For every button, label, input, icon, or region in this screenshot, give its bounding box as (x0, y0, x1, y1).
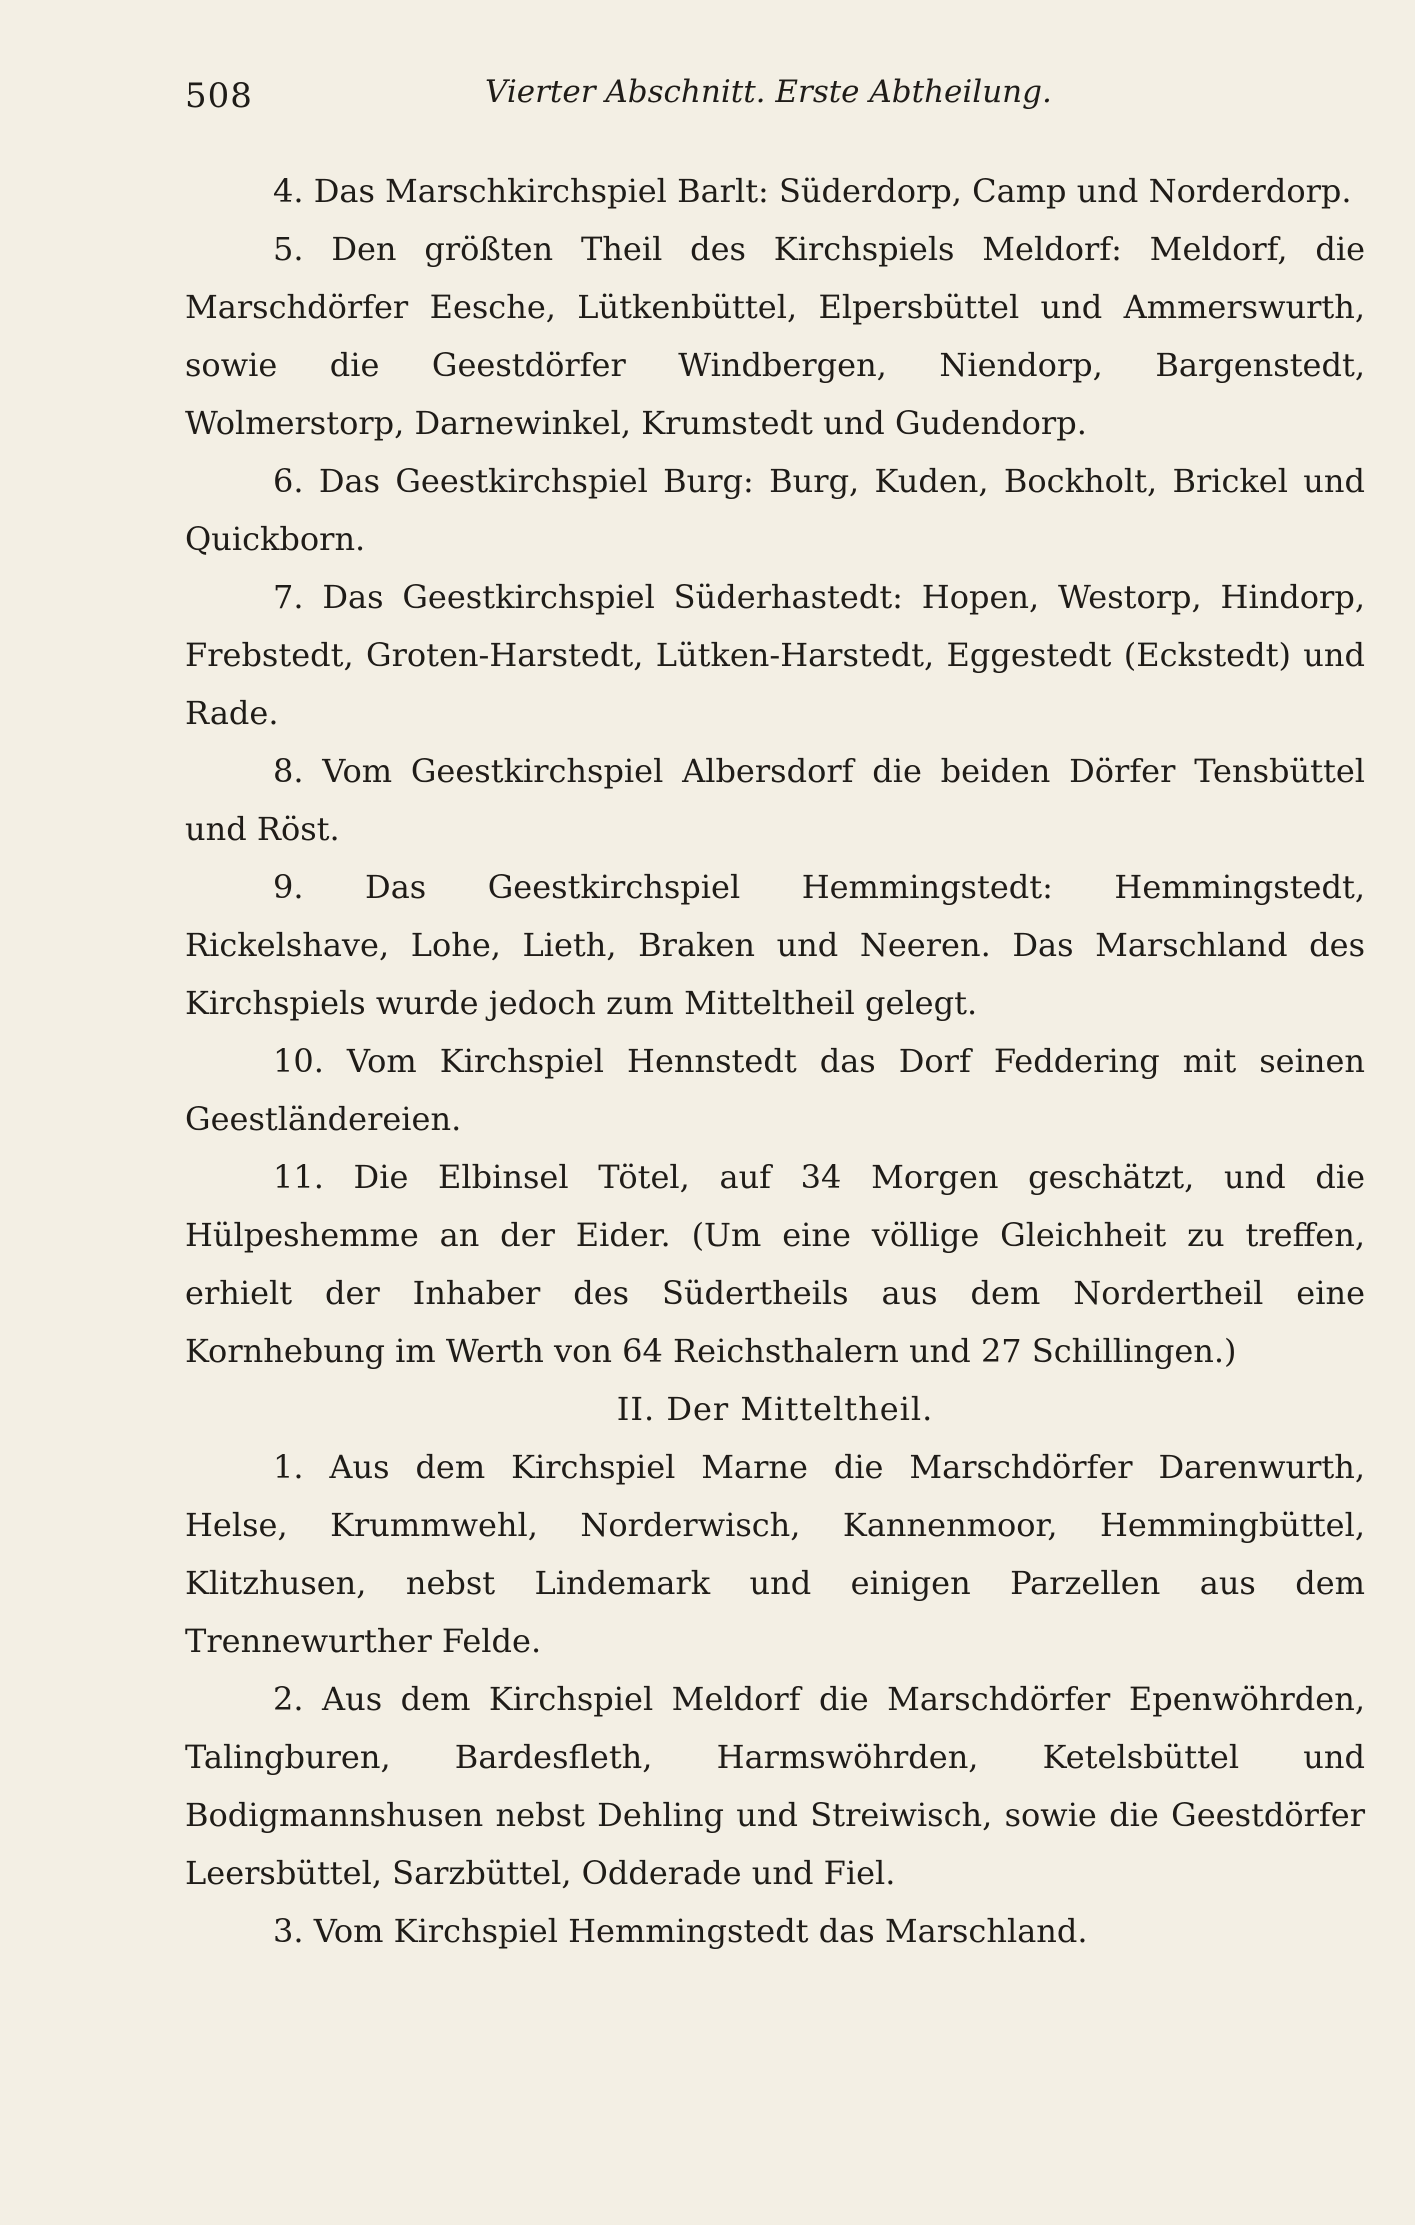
paragraph-hemmingstedt-marschland: 3. Vom Kirchspiel Hemmingstedt das Marschland. (273, 1912, 1088, 1950)
paragraph-hemmingstedt: 9. Das Geestkirchspiel Hemmingstedt: Hemmingstedt, Rickelshave, Lohe, Lieth, Braken und Neeren. Das Marschland des Kirchspiels wurde jedoch zum Mitteltheil gelegt. (185, 868, 1365, 1022)
section-heading: II. Der Mitteltheil. (616, 1390, 934, 1428)
body-text (185, 162, 1365, 1960)
running-head: Vierter Abschnitt. Erste Abtheilung. (485, 74, 1052, 110)
paragraph-marne: 1. Aus dem Kirchspiel Marne die Marschdörfer Darenwurth, Helse, Krummwehl, Norderwisch, Kannenmoor, Hemmingbüttel, Klitzhusen, nebst Lindemark und einigen Parzellen aus dem Trennewurther Felde. (185, 1448, 1365, 1660)
paragraph-burg: 6. Das Geestkirchspiel Burg: Burg, Kuden, Bockholt, Brickel und Quickborn. (185, 462, 1365, 558)
paragraph-toetel: 11. Die Elbinsel Tötel, auf 34 Morgen geschätzt, und die Hülpeshemme an der Eider. (Um eine völlige Gleichheit zu treffen, erhielt der Inhaber des Südertheils aus dem Nordertheil eine Kornhebung im Werth von 64 Reichsthalern und 27 Schillingen.) (185, 1158, 1365, 1370)
paragraph-barlt: 4. Das Marschkirchspiel Barlt: Süderdorp, Camp und Norderdorp. (273, 172, 1352, 210)
page-header (185, 68, 1365, 128)
paragraph-meldorf-mitteltheil: 2. Aus dem Kirchspiel Meldorf die Marschdörfer Epenwöhrden, Talingburen, Bardesfleth, Harmswöhrden, Ketelsbüttel und Bodigmannshusen nebst Dehling und Streiwisch, sowie die Geestdörfer Leersbüttel, Sarzbüttel, Odderade und Fiel. (185, 1680, 1365, 1892)
page-number: 508 (185, 76, 253, 116)
paragraph-hennstedt: 10. Vom Kirchspiel Hennstedt das Dorf Feddering mit seinen Geestländereien. (185, 1042, 1365, 1138)
paragraph-meldorf: 5. Den größten Theil des Kirchspiels Meldorf: Meldorf, die Marschdörfer Eesche, Lütkenbüttel, Elpersbüttel und Ammerswurth, sowie die Geestdörfer Windbergen, Niendorp, Bargenstedt, Wolmerstorp, Darnewinkel, Krumstedt und Gudendorp. (185, 230, 1365, 442)
paragraph-albersdorf: 8. Vom Geestkirchspiel Albersdorf die beiden Dörfer Tensbüttel und Röst. (185, 752, 1365, 848)
paragraph-suederhastedt: 7. Das Geestkirchspiel Süderhastedt: Hopen, Westorp, Hindorp, Frebstedt, Groten-Harstedt, Lütken-Harstedt, Eggestedt (Eckstedt) und Rade. (185, 578, 1365, 732)
